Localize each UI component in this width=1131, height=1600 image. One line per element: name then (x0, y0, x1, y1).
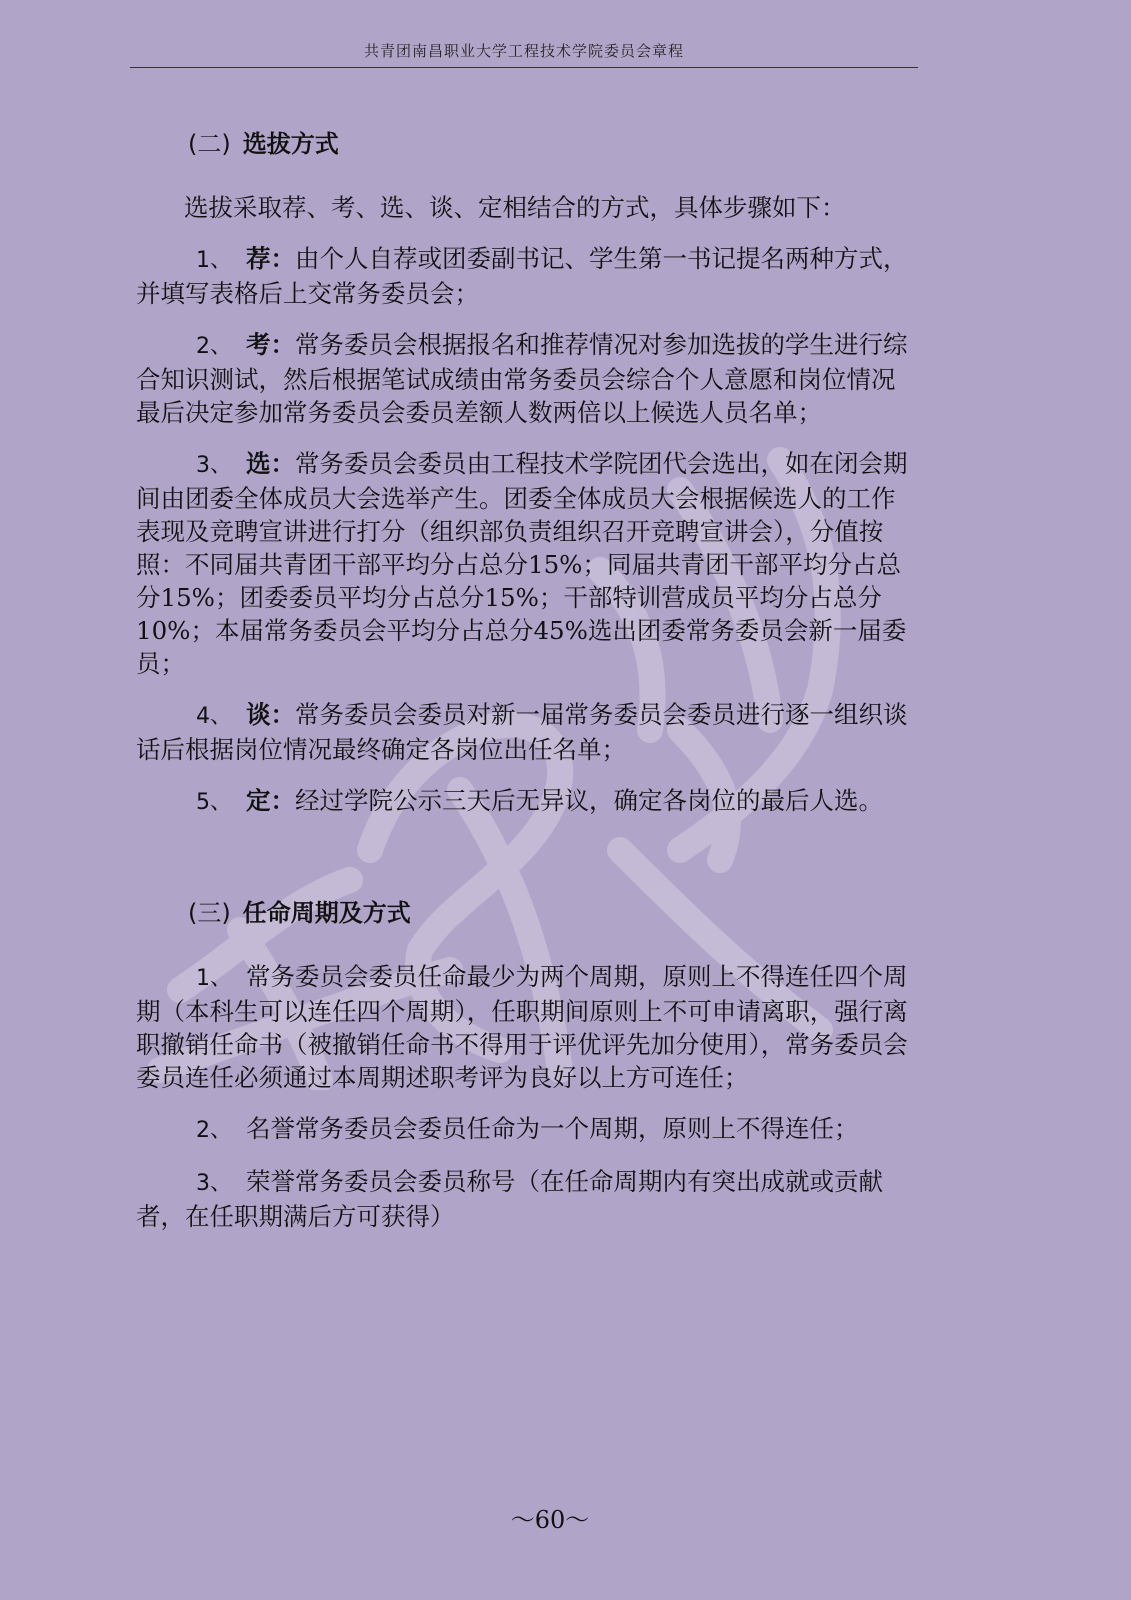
list-item-keyword: 谈： (246, 700, 295, 729)
header-divider (130, 67, 918, 68)
document-body (136, 128, 916, 1251)
section-heading-appointment (188, 897, 916, 930)
list-item-index: 2、 (196, 334, 232, 359)
list-item-index: 3、 (196, 453, 232, 478)
list-item-index: 1、 (196, 966, 232, 991)
list-item (136, 1112, 916, 1147)
section-spacer (136, 837, 916, 897)
list-item-index: 5、 (196, 790, 232, 815)
page-header-title: 共青团南昌职业大学工程技术学院委员会章程 (363, 42, 684, 60)
page-number: ～60～ (510, 1506, 590, 1534)
section-title: 选拔方式 (242, 130, 339, 158)
section-number: (二) (188, 130, 231, 158)
list-item-keyword: 荐： (246, 244, 295, 273)
list-item (136, 1165, 916, 1233)
list-item-text: 常务委员会委员对新一届常务委员会委员进行逐一组织谈话后根据岗位情况最终确定各岗位出任名单； (136, 700, 908, 764)
list-item-text: 常务委员会委员由工程技术学院团代会选出，如在闭会期间由团委全体成员大会选举产生。团委全体成员大会根据候选人的工作表现及竞聘宣讲进行打分（组织部负责组织召开竞聘宣讲会），分值按照：不同届共青团干部平均分占总分15%；同届共青团干部平均分占总分15%；团委委员平均分占总分15%；干部特训营成员平均分占总分10%；本届常务委员会平均分占总分45%选出团委常务委员会新一届委员； (136, 449, 908, 678)
section-intro: 选拔采取荐、考、选、谈、定相结合的方式，具体步骤如下： (184, 193, 846, 222)
list-item-text: 荣誉常务委员会委员称号（在任命周期内有突出成就或贡献者，在任职期满后方可获得） (136, 1167, 883, 1231)
list-item-index: 1、 (196, 248, 232, 273)
list-item-keyword: 考： (246, 330, 295, 359)
list-item-keyword: 选： (246, 449, 295, 478)
list-item-index: 2、 (196, 1118, 232, 1143)
list-item-keyword: 定： (246, 786, 295, 815)
list-item-text: 常务委员会委员任命最少为两个周期，原则上不得连任四个周期（本科生可以连任四个周期），任职期间原则上不可申请离职，强行离职撤销任命书（被撤销任命书不得用于评优评先加分使用），常务委员会委员连任必须通过本周期述职考评为良好以上方可连任； (136, 962, 908, 1092)
section-heading-selection (188, 128, 916, 161)
list-item (136, 447, 916, 680)
list-item-index: 4、 (196, 704, 232, 729)
list-item-text: 名誉常务委员会委员任命为一个周期，原则上不得连任； (246, 1114, 859, 1143)
section-number: (三) (188, 899, 231, 927)
section-title: 任命周期及方式 (242, 899, 411, 927)
list-item (136, 784, 916, 819)
list-item-text: 经过学院公示三天后无异议，确定各岗位的最后人选。 (295, 786, 883, 815)
list-item-text: 由个人自荐或团委副书记、学生第一书记提名两种方式，并填写表格后上交常务委员会； (136, 244, 908, 308)
list-item-text: 常务委员会根据报名和推荐情况对参加选拔的学生进行综合知识测试，然后根据笔试成绩由常务委员会综合个人意愿和岗位情况最后决定参加常务委员会委员差额人数两倍以上候选人员名单； (136, 330, 908, 427)
list-item (136, 698, 916, 766)
list-item (136, 960, 916, 1094)
list-item-index: 3、 (196, 1171, 232, 1196)
list-item (136, 242, 916, 310)
list-item (136, 328, 916, 429)
